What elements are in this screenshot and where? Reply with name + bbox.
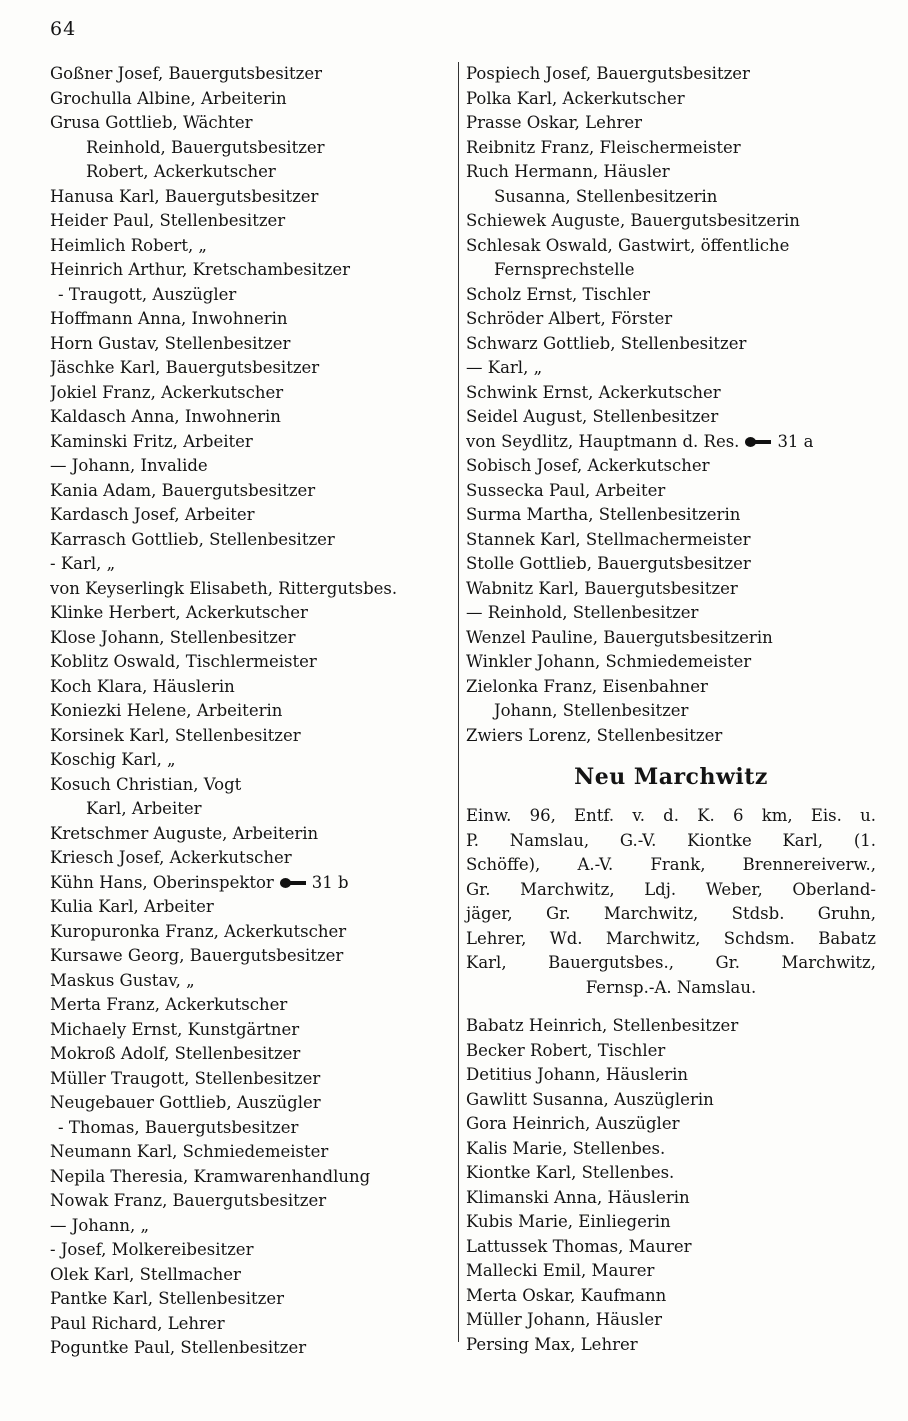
intro-line: Schöffe), A.-V. Frank, Brennereiverw., [466, 855, 876, 874]
entry-text: Sussecka Paul, Arbeiter [466, 480, 666, 500]
entry-text: Kursawe Georg, Bauergutsbesitzer [50, 946, 344, 965]
entry-text: Heimlich Robert, „ [50, 235, 207, 255]
entry-text: Lattussek Thomas, Maurer [466, 1236, 692, 1256]
directory-entry [466, 209, 876, 234]
directory-entry [50, 944, 455, 969]
entry-text: Johann, Stellenbesitzer [494, 701, 689, 720]
entry-text: Ruch Hermann, Häusler [466, 162, 670, 181]
entry-text: Klose Johann, Stellenbesitzer [50, 627, 296, 647]
telephone-ref: 31 a [777, 431, 814, 451]
directory-entry [466, 1210, 876, 1235]
directory-entry [466, 1186, 876, 1211]
directory-entry [50, 1336, 455, 1361]
entry-text: Korsinek Karl, Stellenbesitzer [50, 725, 301, 745]
directory-entry [466, 650, 876, 675]
left-column [50, 62, 455, 1361]
directory-entry [466, 160, 876, 185]
directory-entry [50, 1116, 455, 1141]
intro-line: Einw. 96, Entf. v. d. K. 6 km, Eis. u. [466, 806, 876, 825]
entry-text: Kardasch Josef, Arbeiter [50, 505, 255, 524]
directory-entry [50, 430, 455, 455]
entry-text: — Karl, „ [466, 358, 543, 377]
directory-entry [50, 895, 455, 920]
directory-entry [466, 185, 876, 210]
directory-entry [50, 381, 455, 406]
entry-text: Schwarz Gottlieb, Stellenbesitzer [466, 333, 747, 353]
directory-entry [50, 1263, 455, 1288]
directory-entry [50, 1042, 455, 1067]
entry-text: Müller Johann, Häusler [466, 1310, 662, 1329]
directory-entry [50, 1312, 455, 1337]
directory-entry [466, 136, 876, 161]
entry-text: Kiontke Karl, Stellenbes. [466, 1163, 675, 1182]
directory-entry [50, 185, 455, 210]
directory-entry [466, 1284, 876, 1309]
directory-entry [50, 822, 455, 847]
entry-text: Kosuch Christian, Vogt [50, 774, 242, 794]
directory-entry [466, 1259, 876, 1284]
directory-entry [50, 1140, 455, 1165]
directory-entry [466, 699, 876, 724]
directory-entry [50, 552, 455, 577]
directory-entry [50, 626, 455, 651]
entry-text: Zwiers Lorenz, Stellenbesitzer [466, 725, 723, 745]
directory-entry [466, 724, 876, 749]
entry-text: von Seydlitz, Hauptmann d. Res. [466, 431, 740, 451]
directory-entry [50, 993, 455, 1018]
directory-entry [466, 1308, 876, 1333]
right-column [466, 62, 876, 1357]
entry-text: Schröder Albert, Förster [466, 309, 673, 328]
directory-entry [50, 601, 455, 626]
directory-entry [466, 1137, 876, 1162]
entry-text: - Josef, Molkereibesitzer [50, 1240, 254, 1259]
directory-entry [50, 675, 455, 700]
directory-entry [466, 626, 876, 651]
directory-entry [50, 62, 455, 87]
entry-text: Kaminski Fritz, Arbeiter [50, 431, 253, 451]
entry-text: Zielonka Franz, Eisenbahner [466, 676, 708, 696]
entry-text: Klinke Herbert, Ackerkutscher [50, 603, 308, 622]
entry-text: Robert, Ackerkutscher [86, 162, 276, 181]
entry-text: Schwink Ernst, Ackerkutscher [466, 382, 721, 402]
intro-line: jäger, Gr. Marchwitz, Stdsb. Gruhn, [466, 904, 876, 923]
section-title: Neu Marchwitz [574, 764, 768, 790]
directory-entry [466, 87, 876, 112]
entry-text: Nepila Theresia, Kramwarenhandlung [50, 1166, 371, 1186]
directory-entry [50, 454, 455, 479]
directory-entry [466, 430, 876, 455]
directory-entry [466, 381, 876, 406]
entry-text: Horn Gustav, Stellenbesitzer [50, 333, 291, 353]
entry-text: Koch Klara, Häuslerin [50, 676, 235, 696]
directory-entry [50, 405, 455, 430]
entry-text: Polka Karl, Ackerkutscher [466, 88, 685, 108]
entry-text: Kaldasch Anna, Inwohnerin [50, 407, 281, 426]
directory-entry [50, 307, 455, 332]
directory-entry [50, 258, 455, 283]
entry-text: Müller Traugott, Stellenbesitzer [50, 1068, 321, 1088]
entry-text: - Karl, „ [50, 554, 116, 573]
entry-text: Reibnitz Franz, Fleischermeister [466, 137, 741, 157]
entry-text: Wabnitz Karl, Bauergutsbesitzer [466, 578, 738, 598]
directory-entry [466, 1112, 876, 1137]
directory-entry [466, 307, 876, 332]
section-intro [466, 804, 876, 1000]
entry-text: Pantke Karl, Stellenbesitzer [50, 1289, 284, 1308]
entry-text: Schlesak Oswald, Gastwirt, öffentliche [466, 235, 790, 255]
page-number: 64 [50, 18, 77, 40]
entry-text: Stolle Gottlieb, Bauergutsbesitzer [466, 554, 751, 573]
right-column-entries [466, 62, 876, 748]
entry-text: Becker Robert, Tischler [466, 1040, 666, 1060]
directory-entry [50, 1189, 455, 1214]
directory-entry [466, 283, 876, 308]
directory-entry [466, 601, 876, 626]
entry-text: Kuropuronka Franz, Ackerkutscher [50, 921, 347, 941]
entry-text: Sobisch Josef, Ackerkutscher [466, 456, 710, 475]
directory-entry [466, 356, 876, 381]
entry-text: Michaely Ernst, Kunstgärtner [50, 1019, 300, 1039]
directory-entry [50, 920, 455, 945]
entry-text: Neumann Karl, Schmiedemeister [50, 1142, 329, 1161]
entry-text: Gawlitt Susanna, Auszüglerin [466, 1089, 714, 1109]
entry-text: Neugebauer Gottlieb, Auszügler [50, 1093, 321, 1112]
entry-text: Stannek Karl, Stellmachermeister [466, 529, 751, 549]
intro-line: Karl, Bauergutsbes., Gr. Marchwitz, [466, 953, 876, 972]
entry-text: von Keyserlingk Elisabeth, Rittergutsbes. [50, 578, 398, 598]
directory-entry [50, 846, 455, 871]
directory-entry [466, 552, 876, 577]
entry-text: Kania Adam, Bauergutsbesitzer [50, 480, 316, 500]
directory-entry [50, 724, 455, 749]
entry-text: Karl, Arbeiter [86, 799, 202, 818]
column-divider [458, 62, 459, 1342]
directory-entry [50, 332, 455, 357]
entry-text: Wenzel Pauline, Bauergutsbesitzerin [466, 627, 773, 647]
directory-entry [50, 797, 455, 822]
key-icon [745, 437, 771, 447]
directory-entry [50, 479, 455, 504]
directory-entry [50, 283, 455, 308]
directory-entry [50, 87, 455, 112]
directory-entry [50, 356, 455, 381]
directory-entry [50, 699, 455, 724]
entry-text: Jokiel Franz, Ackerkutscher [50, 382, 284, 402]
entry-text: Jäschke Karl, Bauergutsbesitzer [50, 358, 320, 377]
directory-entry [50, 650, 455, 675]
directory-entry [50, 136, 455, 161]
directory-entry [466, 1014, 876, 1039]
directory-entry [466, 479, 876, 504]
entry-text: Hoffmann Anna, Inwohnerin [50, 309, 288, 328]
directory-entry [466, 258, 876, 283]
directory-entry [50, 234, 455, 259]
entry-text: Winkler Johann, Schmiedemeister [466, 652, 752, 671]
entry-text: Olek Karl, Stellmacher [50, 1264, 241, 1284]
entry-text: - Traugott, Auszügler [58, 284, 237, 304]
directory-entry [466, 1063, 876, 1088]
directory-entry [466, 1161, 876, 1186]
directory-entry [50, 209, 455, 234]
entry-text: Koschig Karl, „ [50, 750, 176, 769]
intro-line: Lehrer, Wd. Marchwitz, Schdsm. Babatz [466, 928, 876, 948]
directory-entry [50, 160, 455, 185]
directory-entry [50, 1018, 455, 1043]
entry-text: Scholz Ernst, Tischler [466, 284, 651, 304]
telephone-ref: 31 b [311, 872, 349, 892]
entry-text: Klimanski Anna, Häuslerin [466, 1187, 690, 1207]
directory-entry [50, 111, 455, 136]
directory-entry [466, 503, 876, 528]
entry-text: Merta Franz, Ackerkutscher [50, 995, 288, 1014]
directory-entry [466, 454, 876, 479]
directory-entry [50, 1238, 455, 1263]
entry-text: Mallecki Emil, Maurer [466, 1261, 655, 1280]
entry-text: Seidel August, Stellenbesitzer [466, 407, 719, 426]
directory-entry [466, 528, 876, 553]
section-entries [466, 1014, 876, 1357]
directory-entry [50, 577, 455, 602]
entry-text: Pospiech Josef, Bauergutsbesitzer [466, 64, 750, 83]
entry-text: Heider Paul, Stellenbesitzer [50, 211, 286, 230]
entry-text: - Thomas, Bauergutsbesitzer [58, 1117, 299, 1137]
entry-text: Mokroß Adolf, Stellenbesitzer [50, 1044, 301, 1063]
entry-text: Detitius Johann, Häuslerin [466, 1065, 689, 1084]
entry-text: Nowak Franz, Bauergutsbesitzer [50, 1191, 327, 1210]
intro-line: Gr. Marchwitz, Ldj. Weber, Oberland- [466, 879, 876, 899]
entry-text: Goßner Josef, Bauergutsbesitzer [50, 64, 323, 83]
directory-entry [50, 1287, 455, 1312]
entry-text: Maskus Gustav, „ [50, 970, 195, 990]
directory-entry [466, 1039, 876, 1064]
intro-line: P. Namslau, G.-V. Kiontke Karl, (1. [466, 830, 876, 850]
entry-text: Kubis Marie, Einliegerin [466, 1212, 671, 1231]
directory-entry [50, 969, 455, 994]
directory-entry [50, 1165, 455, 1190]
directory-entry [50, 1091, 455, 1116]
entry-text: Prasse Oskar, Lehrer [466, 113, 643, 132]
entry-text: Kriesch Josef, Ackerkutscher [50, 848, 292, 867]
entry-text: Poguntke Paul, Stellenbesitzer [50, 1338, 307, 1357]
directory-entry [466, 405, 876, 430]
entry-text: Surma Martha, Stellenbesitzerin [466, 505, 741, 524]
entry-text: Fernsprechstelle [494, 260, 635, 279]
directory-entry [466, 1235, 876, 1260]
entry-text: Heinrich Arthur, Kretschambesitzer [50, 260, 351, 279]
directory-entry [466, 332, 876, 357]
directory-entry [466, 1333, 876, 1358]
entry-text: Kulia Karl, Arbeiter [50, 897, 214, 916]
directory-entry [50, 1067, 455, 1092]
directory-entry [50, 773, 455, 798]
entry-text: Susanna, Stellenbesitzerin [494, 186, 718, 206]
directory-entry [466, 62, 876, 87]
entry-text: Karrasch Gottlieb, Stellenbesitzer [50, 529, 335, 549]
entry-text: Kalis Marie, Stellenbes. [466, 1138, 666, 1158]
entry-text: — Johann, Invalide [50, 456, 208, 475]
entry-text: Koniezki Helene, Arbeiterin [50, 701, 283, 720]
entry-text: Koblitz Oswald, Tischlermeister [50, 652, 317, 671]
entry-text: — Johann, „ [50, 1215, 150, 1235]
directory-entry [50, 748, 455, 773]
entry-text: Gora Heinrich, Auszügler [466, 1114, 680, 1133]
entry-text: Schiewek Auguste, Bauergutsbesitzerin [466, 211, 800, 230]
directory-entry [50, 871, 455, 896]
directory-entry [466, 111, 876, 136]
directory-entry [50, 503, 455, 528]
entry-text: Kühn Hans, Oberinspektor [50, 872, 274, 892]
directory-entry [50, 528, 455, 553]
intro-line: Fernsp.-A. Namslau. [585, 977, 757, 997]
key-icon [280, 878, 306, 888]
entry-text: Babatz Heinrich, Stellenbesitzer [466, 1016, 739, 1035]
entry-text: Hanusa Karl, Bauergutsbesitzer [50, 186, 319, 206]
directory-entry [466, 577, 876, 602]
entry-text: Grochulla Albine, Arbeiterin [50, 88, 287, 108]
directory-entry [466, 1088, 876, 1113]
entry-text: Grusa Gottlieb, Wächter [50, 113, 253, 132]
directory-entry [466, 675, 876, 700]
entry-text: Persing Max, Lehrer [466, 1334, 638, 1354]
directory-entry [466, 234, 876, 259]
entry-text: Reinhold, Bauergutsbesitzer [86, 137, 325, 157]
directory-entry [50, 1214, 455, 1239]
entry-text: Kretschmer Auguste, Arbeiterin [50, 823, 319, 843]
entry-text: Paul Richard, Lehrer [50, 1313, 225, 1333]
entry-text: Merta Oskar, Kaufmann [466, 1285, 667, 1305]
entry-text: — Reinhold, Stellenbesitzer [466, 603, 699, 622]
